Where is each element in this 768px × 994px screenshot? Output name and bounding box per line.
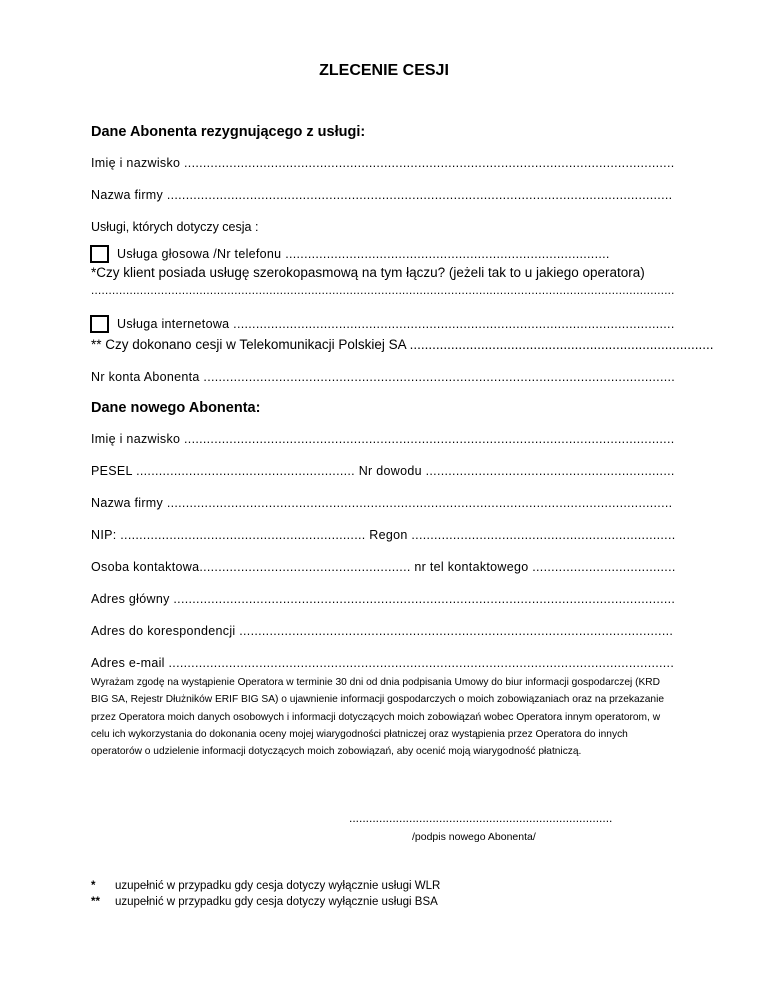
correspondence-address-field[interactable]: Adres do korespondencji ................................................................................................................... xyxy=(91,624,674,638)
footnote-text: uzupełnić w przypadku gdy cesja dotyczy wyłącznie usługi WLR xyxy=(115,880,441,892)
new-subscriber-name-field[interactable]: Imię i nazwisko .................................................................................................................................. xyxy=(91,432,675,446)
consent-paragraph: Wyrażam zgodę na wystąpienie Operatora w terminie 30 dni od dnia podpisania Umowy do biur informacji gospodarczej (KRD BIG SA, Rejestr Dłużników ERIF BIG SA) o ujawnienie informacji gospodarczych o moich zobowiązaniach oraz na przekazanie przez Operatora moich danych osobowych i informacji dotyczących moich zobowiązań wobec Operatora innym operatorom, w celu ich wykorzystania do dokonania oceny mojej wiarygodności płatniczej oraz wystąpienia przez Operatora do innych operatorów o udzielenie informacji dotyczących moich zobowiązań, aby ocenić moją wiarygodność płatniczą. xyxy=(91,677,665,758)
footnote-mark: * xyxy=(91,880,96,892)
contact-person-field[interactable]: Osoba kontaktowa........................................................ nr tel kontaktowego ...................................... xyxy=(91,560,676,574)
pesel-id-field[interactable]: PESEL .......................................................... Nr dowodu .................................................................. xyxy=(91,464,675,478)
old-subscriber-company-field[interactable]: Nazwa firmy ...................................................................................................................................... xyxy=(91,188,673,202)
services-label: Usługi, których dotyczy cesja : xyxy=(91,220,259,234)
signature-label: /podpis nowego Abonenta/ xyxy=(412,831,536,843)
footnote-mark: ** xyxy=(91,896,100,908)
section-heading-new-subscriber: Dane nowego Abonenta: xyxy=(91,400,261,416)
signature-line[interactable]: ............................................................................... xyxy=(349,811,613,825)
old-subscriber-name-field[interactable]: Imię i nazwisko .................................................................................................................................. xyxy=(91,156,675,170)
footnote-double-star xyxy=(91,896,438,908)
broadband-operator-field[interactable]: ....................................................................................................................................................................... xyxy=(91,285,675,297)
internet-service-field[interactable]: Usługa internetowa ..................................................................................................................... xyxy=(117,317,675,331)
nip-regon-field[interactable]: NIP: ................................................................. Regon ...................................................................... xyxy=(91,528,676,542)
internet-service-checkbox[interactable] xyxy=(90,315,109,333)
broadband-question: *Czy klient posiada usługę szerokopasmową na tym łączu? (jeżeli tak to u jakiego operatora) xyxy=(91,265,645,280)
email-field[interactable]: Adres e-mail ...................................................................................................................................... xyxy=(91,656,675,670)
footnote-text: uzupełnić w przypadku gdy cesja dotyczy wyłącznie usługi BSA xyxy=(115,896,438,908)
voice-service-checkbox[interactable] xyxy=(90,245,109,263)
voice-service-field[interactable]: Usługa głosowa /Nr telefonu ...................................................................................... xyxy=(117,247,610,261)
document-title: ZLECENIE CESJI xyxy=(319,62,449,79)
tp-cession-question[interactable]: ** Czy dokonano cesji w Telekomunikacji Polskiej SA ................................................................................. xyxy=(91,337,714,352)
main-address-field[interactable]: Adres główny ..................................................................................................................................... xyxy=(91,592,676,606)
section-heading-old-subscriber: Dane Abonenta rezygnującego z usługi: xyxy=(91,124,366,140)
account-number-field[interactable]: Nr konta Abonenta ............................................................................................................................. xyxy=(91,370,676,384)
new-subscriber-company-field[interactable]: Nazwa firmy ...................................................................................................................................... xyxy=(91,496,673,510)
footnote-single-star xyxy=(91,880,440,892)
